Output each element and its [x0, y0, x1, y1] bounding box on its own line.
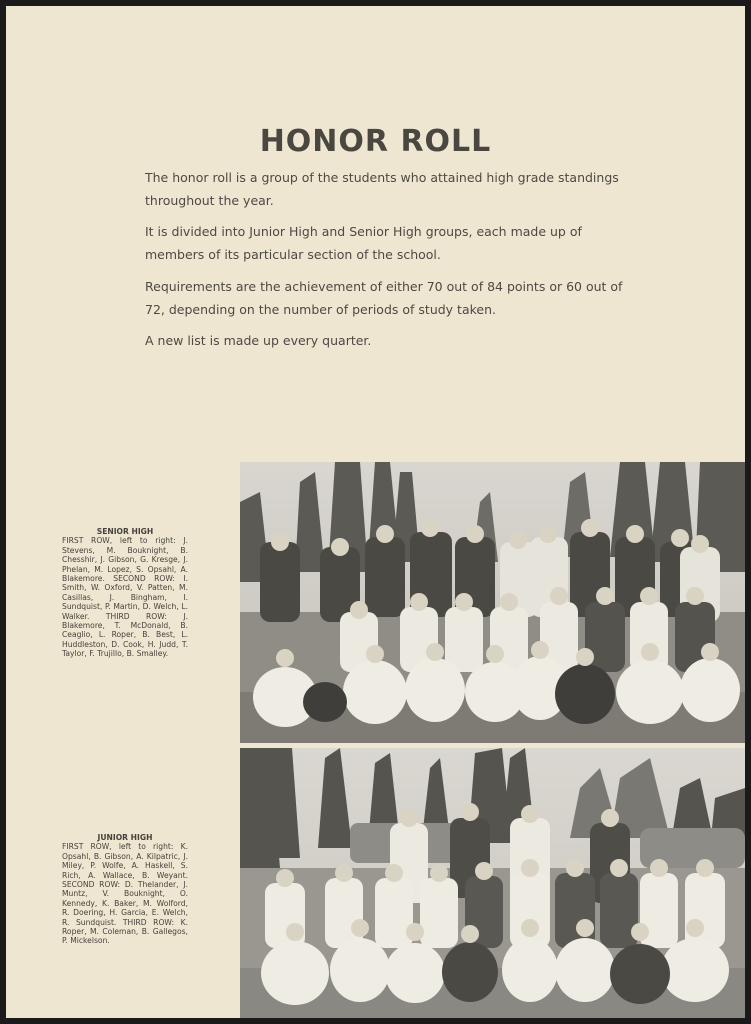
- senior-high-caption: [62, 527, 188, 659]
- yearbook-page: [6, 6, 745, 1018]
- intro-paragraph-4: A new list is made up every quarter.: [145, 333, 372, 348]
- senior-high-heading: SENIOR HIGH: [96, 527, 154, 536]
- intro-paragraph-3: Requirements are the achievement of either 70 out of 84 points or 60 out of 72, depending on the number of periods of study taken.: [145, 279, 623, 317]
- junior-high-caption: [62, 833, 188, 946]
- junior-high-names: FIRST ROW, left to right: K. Opsahl, B. Gibson, A. Kilpatric, J. Miley, P. Wolfe, A. Haskell, S. Rich, A. Wallace, B. Weyant. SECOND ROW: D. Thelander, J. Muntz, V. Bouknight, O. Kennedy, K. Baker, M. Wolford, R. Doering, H. Garcia, E. Welch, R. Sundquist. THIRD ROW: K. Roper, M. Coleman, B. Gallegos, P. Mickelson.: [62, 842, 188, 946]
- junior-high-group-photo: [240, 748, 745, 1018]
- senior-high-names: FIRST ROW, left to right: J. Stevens, M. Bouknight, B. Chesshir, J. Gibson, G. Kresge, J. Phelan, M. Lopez, S. Opsahl, A. Blakemore. SECOND ROW: I. Smith, W. Oxford, V. Patten, M. Casillas, J. Bingham, I. Sundquist, P. Martin, D. Welch, L. Walker. THIRD ROW: J. Blakemore, T. McDonald, B. Ceaglio, L. Roper, B. Best, L. Huddleston, D. Cook, H. Judd, T. Taylor, F. Trujillo, B. Smalley.: [62, 536, 188, 659]
- page-title: HONOR ROLL: [259, 124, 492, 159]
- senior-high-group-photo: [240, 462, 745, 743]
- intro-paragraph-2: It is divided into Junior High and Senior High groups, each made up of members of its particular section of the school.: [145, 224, 582, 262]
- junior-high-heading: JUNIOR HIGH: [97, 833, 153, 842]
- intro-paragraph-1: The honor roll is a group of the students who attained high grade standings throughout the year.: [145, 170, 619, 208]
